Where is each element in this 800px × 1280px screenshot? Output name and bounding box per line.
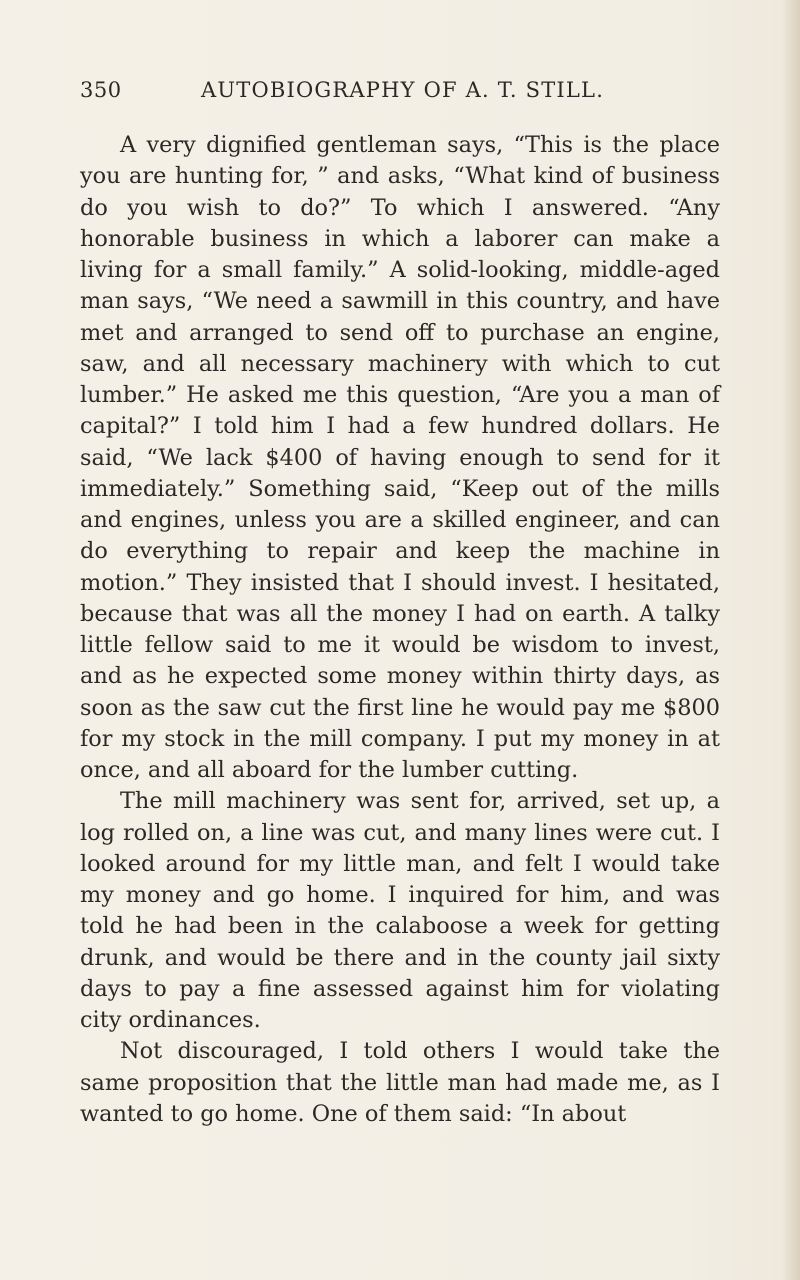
body-text (80, 130, 720, 1130)
paragraph: The mill machinery was sent for, arrived, set up, a log rolled on, a line was cut, and many lines were cut. I looked around for my little man, and felt I would take my money and go home. I inquired for him, and was told he had been in the calaboose a week for getting drunk, and would be there and in the county jail sixty days to pay a fine assessed against him for violating city ordinances. (80, 788, 720, 1033)
running-head: AUTOBIOGRAPHY OF A. T. STILL. (201, 78, 605, 102)
page-number: 350 (80, 78, 122, 102)
paragraph: Not discouraged, I told others I would take the same proposition that the little man had made me, as I wanted to go home. One of them said: “In about (80, 1038, 720, 1127)
paragraph: A very dignified gentleman says, “This is the place you are hunting for, ” and asks, “What kind of business do you wish to do?” To which I answered. “Any honorable business in which a laborer can make a living for a small family.” A solid-looking, middle-aged man says, “We need a sawmill in this country, and have met and arranged to send off to purchase an engine, saw, and all necessary machinery with which to cut lumber.” He asked me this question, “Are you a man of capital?” I told him I had a few hundred dollars. He said, “We lack $400 of having enough to send for it immediately.” Something said, “Keep out of the mills and engines, unless you are a skilled engineer, and can do everything to repair and keep the machine in motion.” They insisted that I should invest. I hesitated, because that was all the money I had on earth. A talky little fellow said to me it would be wisdom to invest, and as he expected some money within thirty days, as soon as the saw cut the first line he would pay me $800 for my stock in the mill company. I put my money in at once, and all aboard for the lumber cutting. (80, 132, 720, 783)
page-edge-shadow (782, 0, 800, 1280)
page-header (80, 78, 740, 108)
